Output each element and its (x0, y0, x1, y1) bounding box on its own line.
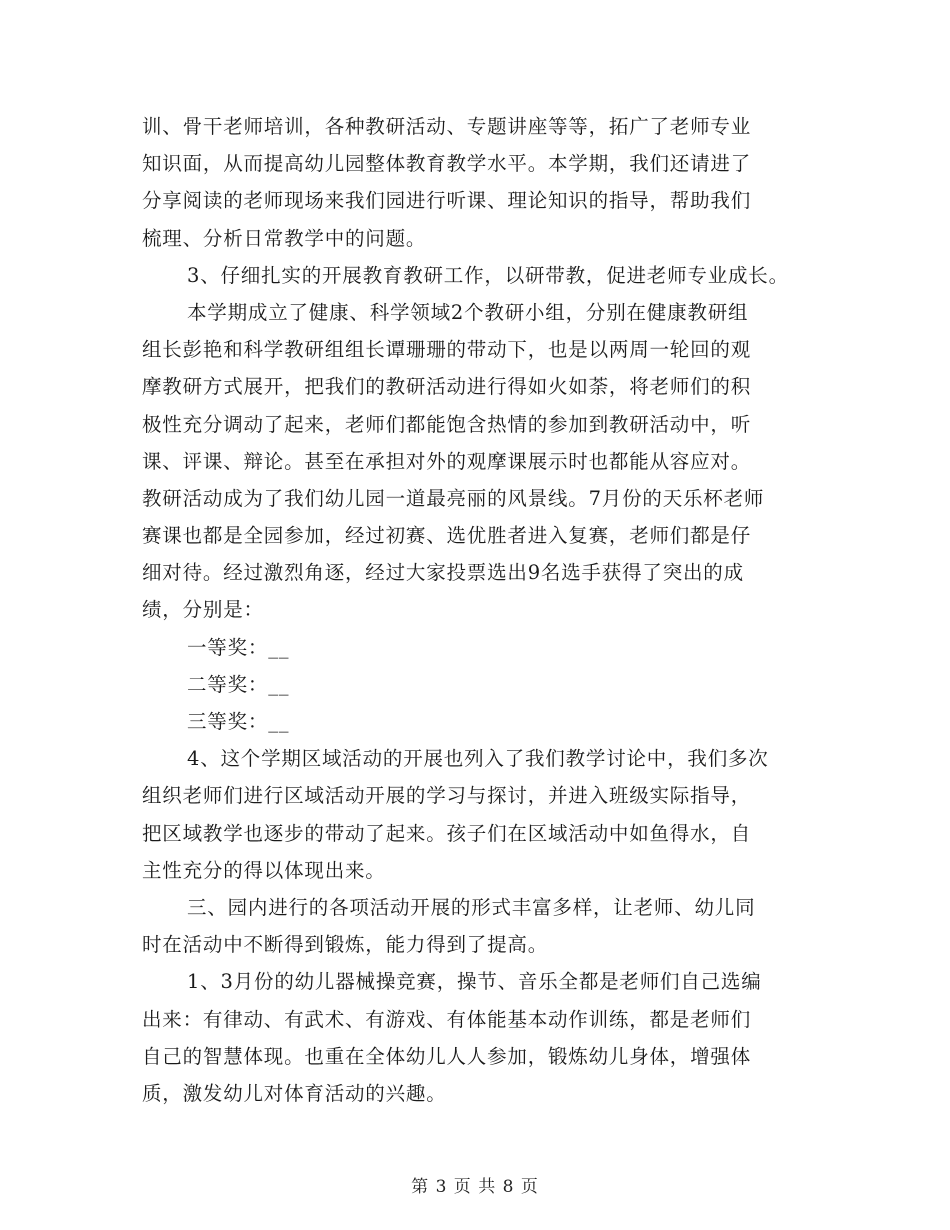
text-line: 组长彭艳和科学教研组组长谭珊珊的带动下，也是以两周一轮回的观 (142, 338, 752, 362)
text-line: 知识面，从而提高幼儿园整体教育教学水平。本学期，我们还请进了 (142, 152, 752, 176)
text-line: 课、评课、辩论。甚至在承担对外的观摩课展示时也都能从容应对。 (142, 449, 752, 473)
text-line: 3、仔细扎实的开展教育教研工作，以研带教，促进老师专业成长。 (187, 263, 789, 287)
text-line: 三、园内进行的各项活动开展的形式丰富多样，让老师、幼儿同 (187, 895, 756, 919)
text-line: 赛课也都是全园参加，经过初赛、选优胜者进入复赛，老师们都是仔 (142, 524, 752, 548)
text-line: 组织老师们进行区域活动开展的学习与探讨，并进入班级实际指导， (142, 784, 752, 808)
paragraph (142, 963, 822, 1112)
paragraph (142, 257, 822, 294)
paragraph (142, 740, 822, 889)
text-line: 把区域教学也逐步的带动了起来。孩子们在区域活动中如鱼得水，自 (142, 821, 752, 845)
text-line: 自己的智慧体现。也重在全体幼儿人人参加，锻炼幼儿身体，增强体 (142, 1044, 752, 1068)
text-line: 一等奖：__ (187, 635, 290, 659)
text-line: 细对待。经过激烈角逐，经过大家投票选出9名选手获得了突出的成 (142, 561, 744, 585)
text-line: 三等奖：__ (187, 710, 290, 733)
paragraph (142, 108, 822, 257)
paragraph (142, 294, 822, 629)
paragraph (142, 666, 822, 703)
text-line: 训、骨干老师培训，各种教研活动、专题讲座等等，拓广了老师专业 (142, 115, 752, 138)
text-line: 摩教研方式展开，把我们的教研活动进行得如火如荼，将老师们的积 (142, 375, 752, 399)
text-line: 分享阅读的老师现场来我们园进行听课、理论知识的指导，帮助我们 (142, 189, 752, 213)
text-line: 二等奖：__ (187, 672, 290, 696)
text-line: 出来：有律动、有武术、有游戏、有体能基本动作训练，都是老师们 (142, 1007, 752, 1031)
text-line: 时在活动中不断得到锻炼，能力得到了提高。 (142, 933, 549, 957)
paragraph (142, 629, 822, 666)
paragraph (142, 703, 822, 740)
text-line: 梳理、分析日常教学中的问题。 (142, 226, 427, 250)
text-line: 本学期成立了健康、科学领域2个教研小组，分别在健康教研组 (187, 300, 749, 324)
text-line: 绩，分别是： (142, 598, 264, 622)
text-line: 1、3月份的幼儿器械操竞赛，操节、音乐全都是老师们自己选编 (187, 970, 762, 994)
text-line: 4、这个学期区域活动的开展也列入了我们教学讨论中，我们多次 (187, 747, 769, 771)
text-line: 极性充分调动了起来，老师们都能饱含热情的参加到教研活动中，听 (142, 412, 752, 436)
paragraph (142, 889, 822, 963)
text-line: 教研活动成为了我们幼儿园一道最亮丽的风景线。7月份的天乐杯老师 (142, 486, 765, 510)
document-body (142, 108, 822, 1112)
text-line: 主性充分的得以体现出来。 (142, 858, 386, 882)
page-footer: 第 3 页 共 8 页 (411, 1177, 539, 1197)
text-line: 质，激发幼儿对体育活动的兴趣。 (142, 1081, 447, 1105)
